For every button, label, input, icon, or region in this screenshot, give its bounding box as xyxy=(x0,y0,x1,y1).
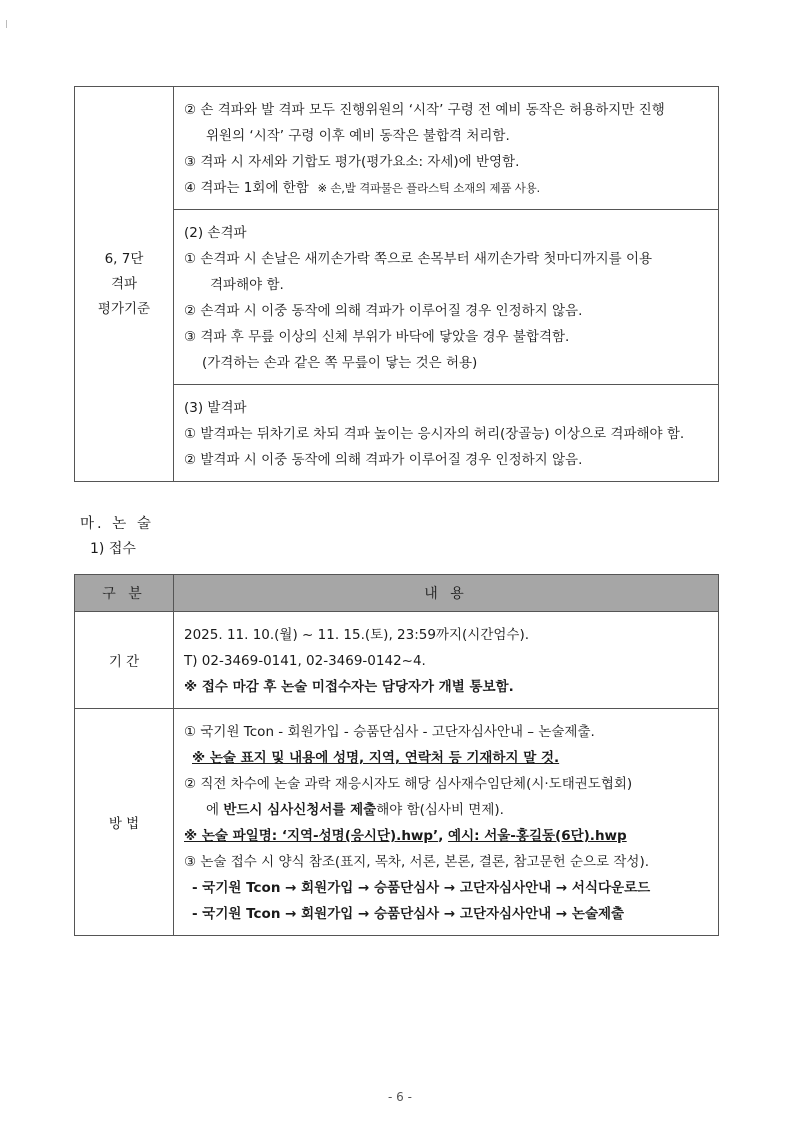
page-number: - 6 - xyxy=(388,1090,412,1104)
period-phone: T) 02-3469-0141, 02-3469-0142~4. xyxy=(184,653,426,669)
breaking-criteria-table xyxy=(74,86,719,482)
filename-format: ※ 논술 파일명: ‘지역-성명(응시단).hwp’ xyxy=(184,828,439,844)
corner-mark xyxy=(6,20,7,28)
method-line: ① 국기원 Tcon - 회원가입 - 승품단심사 - 고단자심사안내 – 논술제출. xyxy=(184,724,595,740)
rule-line: ② 발격파 시 이중 동작에 의해 격파가 이루어질 경우 인정하지 않음. xyxy=(184,452,583,468)
submission-table xyxy=(74,574,719,936)
header-category: 구 분 xyxy=(75,575,174,612)
rule-line: ③ 격파 후 무릎 이상의 신체 부위가 바닥에 닿았을 경우 불합격함. xyxy=(184,329,570,345)
period-dates: 2025. 11. 10.(월) ~ 11. 15.(토), 23:59까지(시간엄수). xyxy=(184,627,530,643)
rule-line: ① 손격파 시 손날은 새끼손가락 쪽으로 손목부터 새끼손가락 첫마디까지를 이용 xyxy=(184,251,653,267)
method-path: - 국기원 Tcon → 회원가입 → 승품단심사 → 고단자심사안내 → 서식다운로드 xyxy=(192,880,651,896)
rule-note-text: ※ 손,발 격파물은 플라스틱 소재의 제품 사용. xyxy=(317,181,540,195)
foot-breaking-cell xyxy=(174,385,719,482)
rule-line: ① 발격파는 뒤차기로 차되 격파 높이는 응시자의 허리(장골능) 이상으로 격파해야 함. xyxy=(184,426,685,442)
criteria-label-line: 6, 7단 xyxy=(104,250,144,267)
rule-main-text: ④ 격파는 1회에 한함 xyxy=(184,180,309,196)
method-content xyxy=(174,709,719,936)
filename-example: 예시: 서울-홍길동(6단).hwp xyxy=(448,828,627,844)
section-title: (2) 손격파 xyxy=(184,225,247,241)
period-label: 기 간 xyxy=(75,612,174,709)
table-header-row xyxy=(75,575,719,612)
rule-line: 위원의 ‘시작’ 구령 이후 예비 동작은 불합격 처리함. xyxy=(206,128,510,144)
rule-line: ② 손 격파와 발 격파 모두 진행위원의 ‘시작’ 구령 전 예비 동작은 허용하지만 진행 xyxy=(184,102,665,118)
criteria-label-cell xyxy=(75,87,174,482)
method-line: ③ 논술 접수 시 양식 참조(표지, 목차, 서론, 본론, 결론, 참고문헌 순으로 작성). xyxy=(184,854,650,870)
method-row xyxy=(75,709,719,936)
rule-line xyxy=(184,175,708,201)
header-content: 내 용 xyxy=(174,575,719,612)
rule-line: 격파해야 함. xyxy=(210,277,284,293)
period-row xyxy=(75,612,719,709)
criteria-label-line: 평가기준 xyxy=(97,300,151,317)
rule-line: (가격하는 손과 같은 쪽 무릎이 닿는 것은 허용) xyxy=(202,355,478,371)
rule-line: ② 손격파 시 이중 동작에 의해 격파가 이루어질 경우 인정하지 않음. xyxy=(184,303,583,319)
method-path: - 국기원 Tcon → 회원가입 → 승품단심사 → 고단자심사안내 → 논술제출 xyxy=(192,906,625,922)
method-text: 해야 함(심사비 면제). xyxy=(376,802,504,818)
period-notice: ※ 접수 마감 후 논술 미접수자는 담당자가 개별 통보함. xyxy=(184,679,514,695)
hand-breaking-cell xyxy=(174,210,719,385)
rule-line: ③ 격파 시 자세와 기합도 평가(평가요소: 자세)에 반영함. xyxy=(184,154,520,170)
filename-separator: , xyxy=(438,828,449,844)
section-title: (3) 발격파 xyxy=(184,400,247,416)
subsection-heading: 1) 접수 xyxy=(90,541,136,557)
general-rules-cell xyxy=(174,87,719,210)
method-text: 에 xyxy=(206,802,224,818)
criteria-label-line: 격파 xyxy=(110,275,138,292)
method-warning: ※ 논술 표지 및 내용에 성명, 지역, 연락처 등 기재하지 말 것. xyxy=(192,750,560,766)
method-emphasis: 반드시 심사신청서를 제출 xyxy=(223,802,377,818)
section-heading: 마. 논 술 xyxy=(80,516,154,532)
method-line: ② 직전 차수에 논술 과락 재응시자도 해당 심사재수임단체(시·도태권도협회) xyxy=(184,776,633,792)
method-filename-note xyxy=(184,823,708,849)
method-label: 방 법 xyxy=(75,709,174,936)
method-line xyxy=(184,797,708,823)
period-content xyxy=(174,612,719,709)
